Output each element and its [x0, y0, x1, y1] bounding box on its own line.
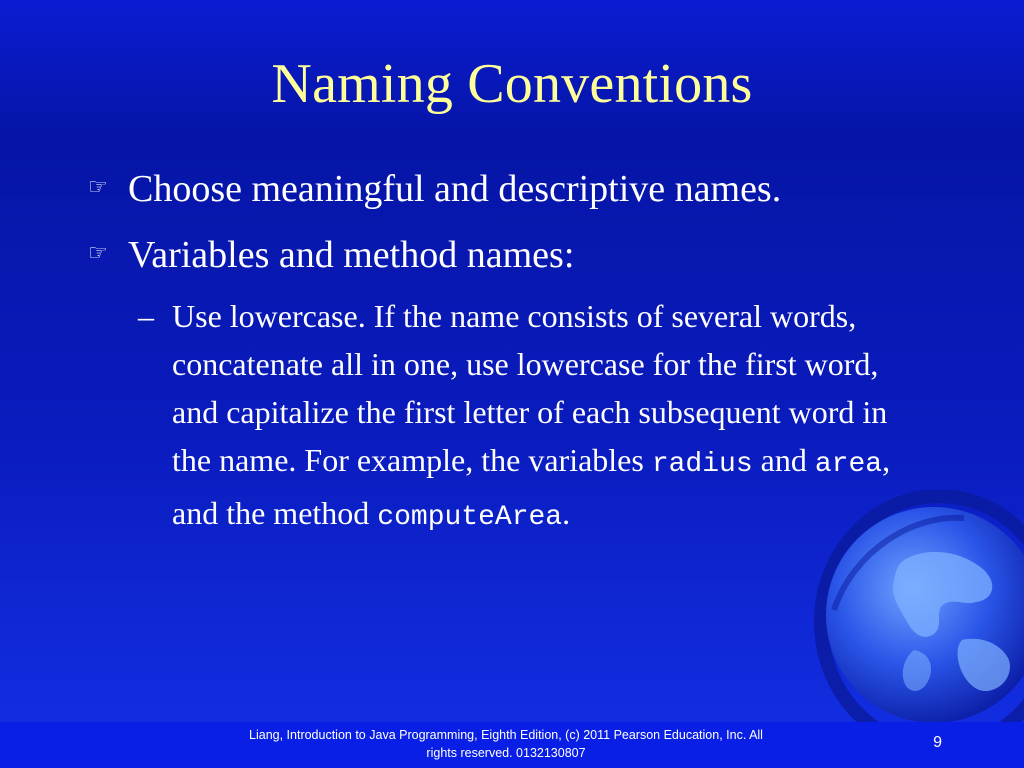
sub-text-part: Use lowercase. If the name consists of several words, concatenate all in one, use lowercase for the first word, and capitalize the first letter of each subsequent word in the name. For example, the variables — [172, 298, 888, 478]
pointing-hand-icon: ☞ — [88, 175, 108, 201]
slide-title: Naming Conventions — [271, 53, 753, 115]
pointing-hand-icon: ☞ — [88, 241, 108, 267]
bullet-item — [88, 232, 574, 281]
page-number: 9 — [933, 734, 942, 751]
code-area: area — [814, 449, 883, 480]
sub-text-part: , and the method — [172, 442, 891, 531]
sub-text-part: and — [752, 442, 815, 478]
footer-copyright — [196, 726, 816, 762]
sub-text-part: . — [562, 495, 571, 531]
code-computearea: computeArea — [377, 502, 563, 533]
bullet-text: Choose meaningful and descriptive names. — [128, 168, 782, 210]
bullet-item — [88, 166, 781, 215]
bullet-text: Variables and method names: — [128, 234, 575, 276]
code-radius: radius — [651, 449, 753, 480]
footer-line: Liang, Introduction to Java Programming, Eighth Edition, (c) 2011 Pearson Education, Inc. All — [249, 728, 763, 742]
footer-line: rights reserved. 0132130807 — [426, 746, 586, 760]
dash-marker: – — [138, 298, 154, 334]
